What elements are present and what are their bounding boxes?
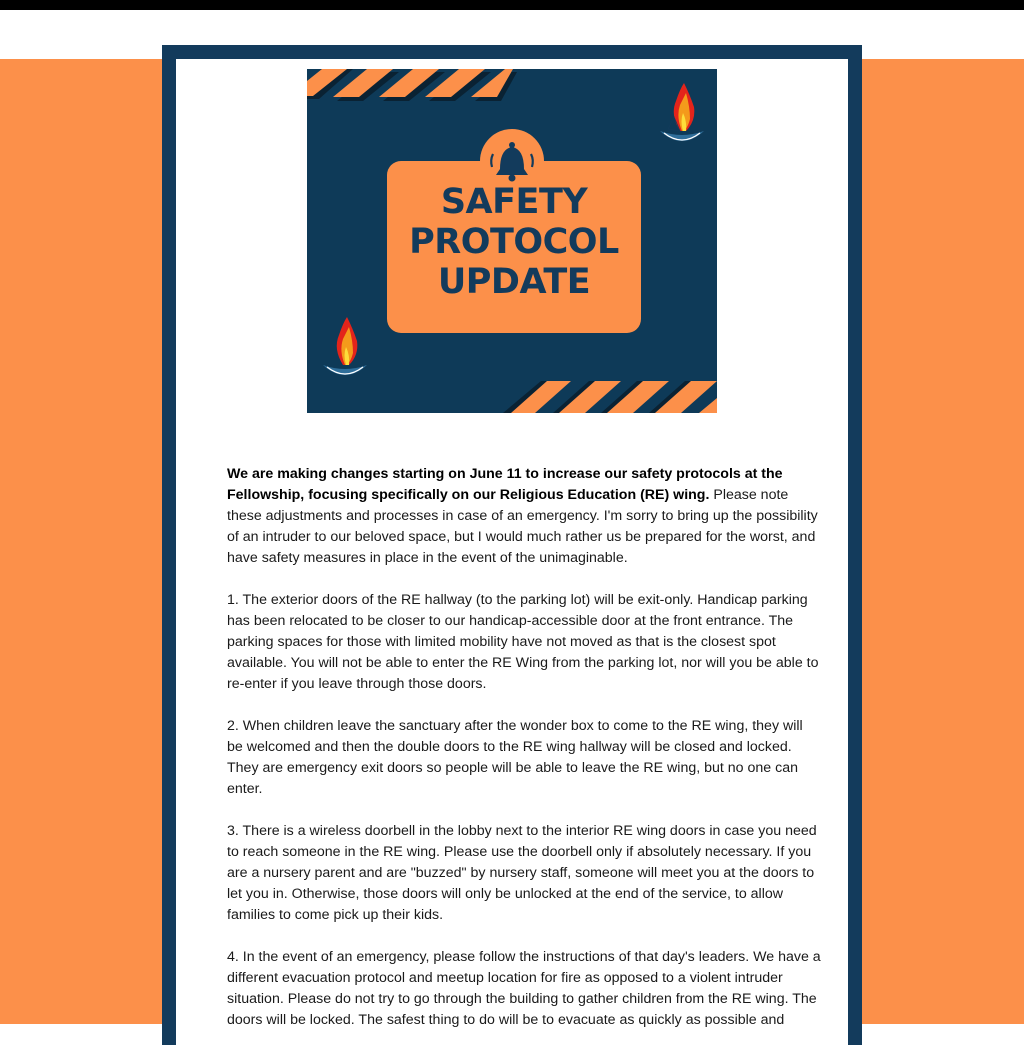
intro-text: Please note these adjustments and processes in case of an emergency. I'm sorry to bring up the possibility of an intruder to our beloved space, but I would much rather us be prepared for the worst, and have safety measures in place in the event of the unimaginable. [227,487,818,566]
banner-title [387,182,641,302]
chalice-icon [323,317,367,375]
banner-title-line: PROTOCOL [409,222,619,262]
protocol-item: 1. The exterior doors of the RE hallway (to the parking lot) will be exit-only. Handicap parking has been relocated to be closer to our handicap-accessible door at the front entrance. The parking spaces for those with limited mobility have not moved as that is the closest spot available. You will not be able to enter the RE Wing from the parking lot, nor will you be able to re-enter if you leave through those doors. [227,592,819,692]
article-body [227,464,822,1052]
banner-title-line: UPDATE [437,262,591,302]
safety-banner-image [307,69,717,413]
intro-bold-text: We are making changes starting on June 11 to increase our safety protocols at the Fellowship, focusing specifically on our Religious Education (RE) wing. [227,466,783,503]
protocol-item: 4. In the event of an emergency, please follow the instructions of that day's leaders. We have a different evacuation protocol and meetup location for fire as opposed to a violent intruder situation. Please do not try to go through the building to gather children from the RE wing. The doors will be locked. The safest thing to do will be to evacuate as quickly as possible and [227,949,821,1028]
intro-paragraph [227,464,822,569]
protocol-item: 3. There is a wireless doorbell in the lobby next to the interior RE wing doors in case you need to reach someone in the RE wing. Please use the doorbell only if absolutely necessary. If you are a nursery parent and are "buzzed" by nursery staff, someone will meet you at the doors to let you in. Otherwise, those doors will only be unlocked at the end of the service, to allow families to come pick up their kids. [227,823,817,923]
protocol-item: 2. When children leave the sanctuary after the wonder box to come to the RE wing, they will be welcomed and then the double doors to the RE wing hallway will be closed and locked. They are emergency exit doors so people will be able to leave the RE wing, but no one can enter. [227,718,803,797]
bottom-hazard-stripes [503,381,717,413]
banner-title-line: SAFETY [440,182,588,222]
top-bar [0,0,1024,10]
chalice-icon [660,83,704,141]
top-hazard-stripes [307,69,517,101]
